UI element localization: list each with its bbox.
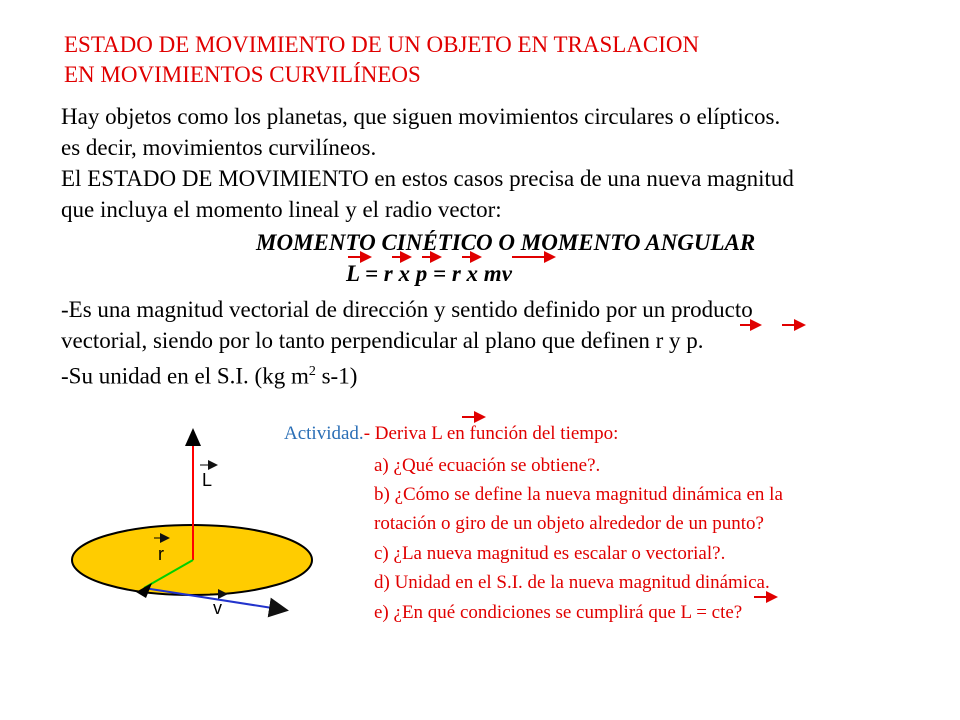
activity-item-e-L: L	[680, 602, 692, 623]
activity-item-b-cont: rotación o giro de un objeto alrededor de un punto?	[374, 513, 764, 534]
body-line-6-end: .	[697, 328, 704, 353]
vector-p: p	[686, 328, 698, 353]
body-line-2: es decir, movimientos curvilíneos.	[61, 135, 377, 160]
body-line-5: -Es una magnitud vectorial de dirección y sentido definido por un producto	[61, 297, 753, 322]
label-v: v	[213, 598, 222, 618]
unit-text: -Su unidad en el S.I. (kg m	[61, 363, 309, 389]
label-L: L	[202, 470, 213, 490]
body-line-6	[61, 326, 704, 356]
unit-text-end: s-1)	[315, 363, 358, 389]
angular-momentum-diagram	[60, 420, 340, 640]
title-line-2: EN MOVIMIENTOS CURVILÍNEOS	[64, 62, 421, 87]
body-line-1: Hay objetos como los planetas, que siguen movimientos circulares o elípticos.	[61, 104, 781, 129]
vector-r: r	[655, 328, 664, 353]
r-p-vector-arrows	[736, 318, 816, 332]
body-line-3: El ESTADO DE MOVIMIENTO en estos casos precisa de una nueva magnitud	[61, 166, 794, 191]
body-line-4: que incluya el momento lineal y el radio vector:	[61, 197, 502, 222]
body-line-6-mid: y	[663, 328, 687, 353]
activity-vector-L: L	[431, 423, 443, 444]
activity-item-e	[374, 599, 742, 626]
activity-e-L-arrow	[752, 590, 782, 604]
unit-line	[61, 357, 357, 392]
title-line-1: ESTADO DE MOVIMIENTO DE UN OBJETO EN TRASLACION	[64, 32, 700, 57]
activity-item-b: b) ¿Cómo se define la nueva magnitud dinámica en la	[374, 484, 783, 505]
angular-momentum-formula: L = r x p = r x mv	[346, 261, 512, 286]
activity-item-c: c) ¿La nueva magnitud es escalar o vectorial?.	[374, 543, 726, 564]
activity-item-e-text: e) ¿En qué condiciones se cumplirá que	[374, 602, 681, 623]
activity-L-arrow	[460, 410, 490, 424]
label-r: r	[158, 544, 164, 564]
momentum-heading: MOMENTO CINÉTICO O MOMENTO ANGULAR	[256, 230, 756, 255]
activity-intro-text: - Deriva	[363, 423, 432, 444]
formula-vector-arrows	[344, 249, 564, 265]
activity-item-e-end: = cte?	[691, 602, 743, 623]
body-line-6-text: vectorial, siendo por lo tanto perpendicular al plano que definen	[61, 328, 656, 353]
activity-label: Actividad.	[284, 423, 364, 444]
activity-item-a: a) ¿Qué ecuación se obtiene?.	[374, 455, 601, 476]
activity-item-d: d) Unidad en el S.I. de la nueva magnitud dinámica.	[374, 572, 770, 593]
unit-superscript: 2	[308, 364, 316, 379]
activity-intro-end: en función del tiempo:	[442, 423, 619, 444]
L-vector-arrowhead	[185, 428, 201, 446]
